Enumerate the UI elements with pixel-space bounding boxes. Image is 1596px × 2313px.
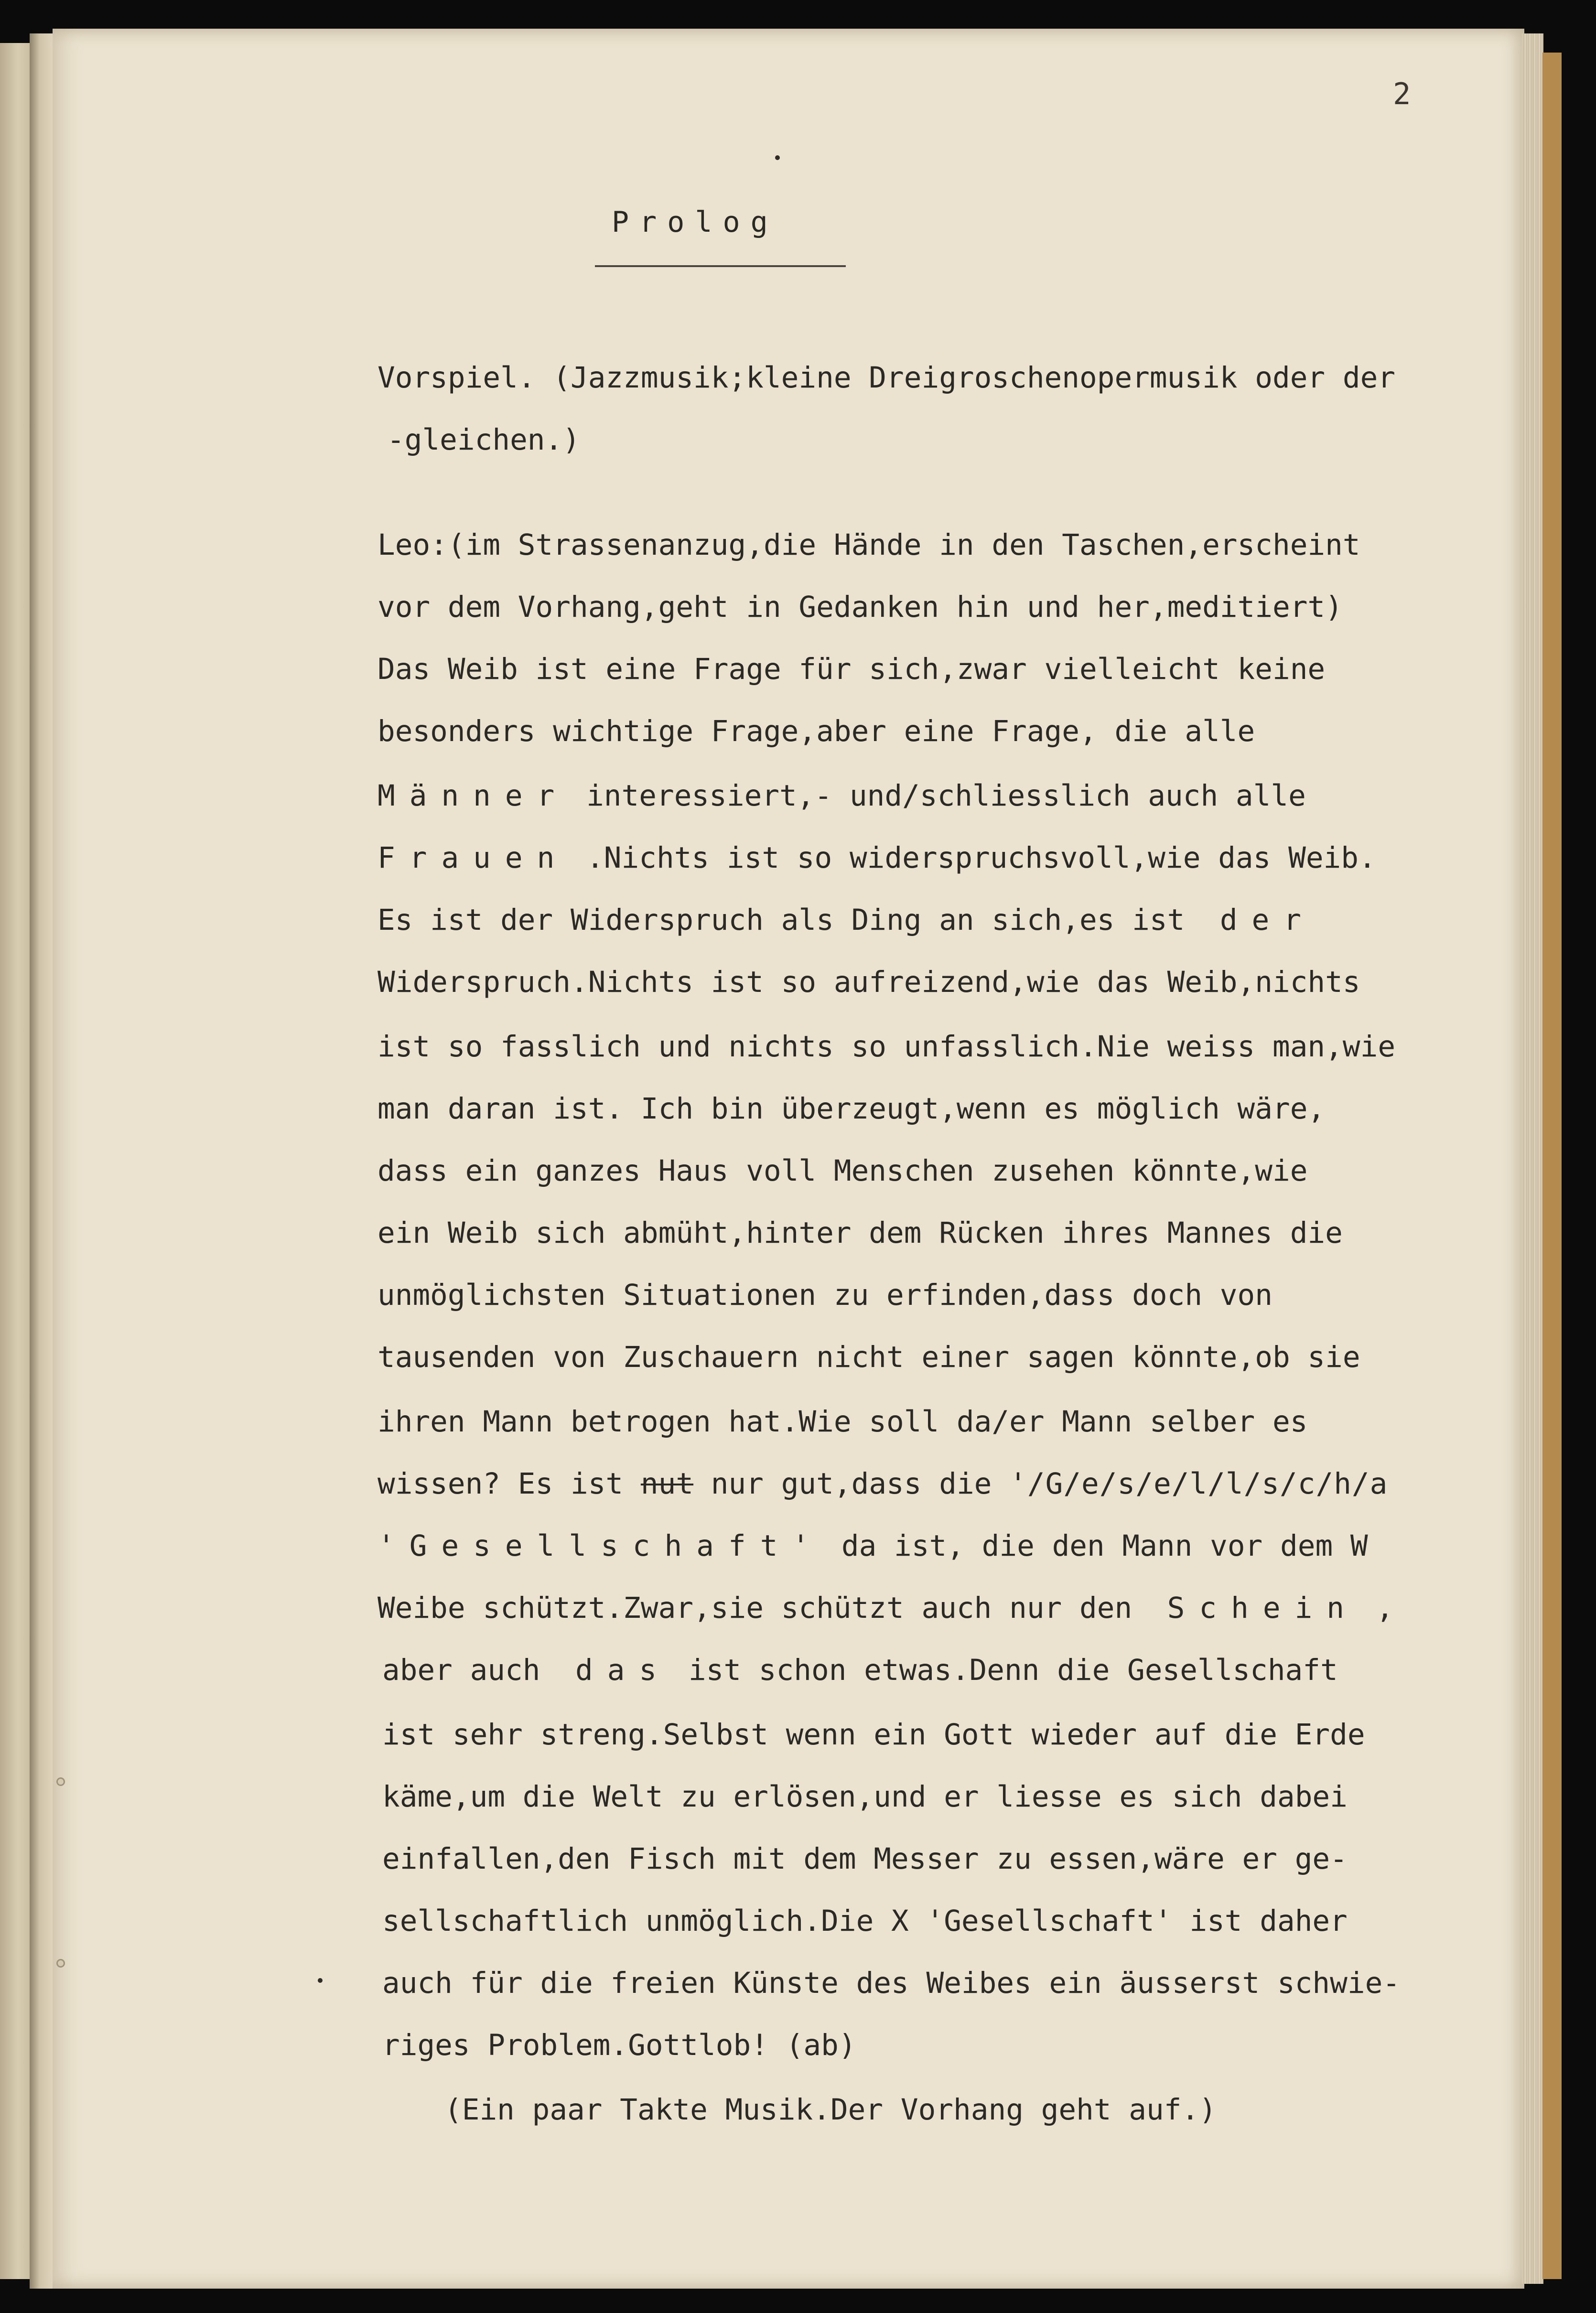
- text-segment: Leo:(im Strassenanzug,die Hände in den Taschen,erscheint: [377, 528, 1360, 562]
- text-segment: besonders wichtige Frage,aber eine Frage, die alle: [377, 714, 1255, 748]
- text-segment: vor dem Vorhang,geht in Gedanken hin und her,meditiert): [377, 590, 1343, 624]
- text-segment: ist so fasslich und nichts so unfasslich.Nie weiss man,wie: [377, 1030, 1396, 1064]
- binding-strip: [1542, 53, 1562, 2279]
- text-line: [377, 714, 1255, 748]
- text-line: [377, 1218, 1343, 1248]
- text-segment: interessiert,- und/schliesslich auch alle: [569, 779, 1306, 813]
- text-line: [377, 1529, 1368, 1563]
- text-segment: Das Weib ist eine Frage für sich,zwar vielleicht keine: [377, 652, 1326, 686]
- text-segment: da ist, die den Mann vor dem W: [824, 1529, 1368, 1563]
- text-segment: ist sehr streng.Selbst wenn ein Gott wieder auf die Erde: [382, 1718, 1365, 1752]
- text-segment: Vorspiel. (Jazzmusik;kleine Dreigroschenopermusik oder der: [377, 361, 1396, 395]
- text-spaced: das: [575, 1653, 671, 1687]
- text-segment: nur gut,dass die: [693, 1467, 1010, 1501]
- text-line: [377, 779, 1306, 813]
- text-line: [377, 1593, 1393, 1623]
- text-spaced: Männer: [377, 779, 569, 813]
- text-segment: käme,um die Welt zu erlösen,und er liesse es sich dabei: [382, 1780, 1348, 1814]
- text-line: [377, 1030, 1396, 1064]
- text-segment: einfallen,den Fisch mit dem Messer zu essen,wäre er ge-: [382, 1842, 1348, 1876]
- text-segment: ein Weib sich abmüht,hinter dem Rücken ihres Mannes die: [377, 1216, 1343, 1250]
- text-line: [377, 1092, 1326, 1126]
- binding-hole: [56, 1959, 65, 1968]
- text-line: [382, 1842, 1348, 1876]
- text-strike: nut: [640, 1467, 694, 1501]
- text-line: [377, 965, 1360, 999]
- text-segment: aber auch: [382, 1653, 575, 1687]
- text-spaced: 'Gesellschaft': [377, 1529, 824, 1563]
- text-line: [382, 2028, 856, 2062]
- text-line: [377, 1340, 1360, 1374]
- text-line: [387, 423, 580, 457]
- text-segment: -gleichen.): [387, 423, 580, 457]
- text-line: [377, 528, 1360, 562]
- text-segment: unmöglichsten Situationen zu erfinden,dass doch von: [377, 1278, 1272, 1312]
- text-line: [382, 1718, 1365, 1752]
- text-segment: (Ein paar Takte Musik.Der Vorhang geht auf.): [444, 2093, 1217, 2127]
- text-line: [377, 1405, 1308, 1439]
- ink-speck: [318, 1978, 323, 1983]
- text-line: [444, 2093, 1217, 2127]
- text-segment: Widerspruch.Nichts ist so aufreizend,wie das Weib,nichts: [377, 965, 1360, 999]
- page-stack-edge: [1522, 33, 1543, 2284]
- text-segment: wissen? Es ist: [377, 1467, 641, 1501]
- text-spaced: der: [1219, 903, 1316, 937]
- text-segment: ist schon etwas.Denn die Gesellschaft: [671, 1653, 1338, 1687]
- text-segment: ,: [1359, 1591, 1394, 1625]
- text-segment: tausenden von Zuschauern nicht einer sagen könnte,ob sie: [377, 1340, 1360, 1374]
- text-segment: man daran ist. Ich bin überzeugt,wenn es möglich wäre,: [377, 1092, 1326, 1126]
- text-line: [382, 1906, 1348, 1936]
- ink-speck: [775, 155, 780, 160]
- text-line: [377, 841, 1376, 875]
- text-segment: dass ein ganzes Haus voll Menschen zusehen könnte,wie: [377, 1154, 1308, 1188]
- text-overstrike: '/G/e/s/e/l/l/s/c/h/a: [1009, 1467, 1388, 1501]
- text-segment: auch für die freien Künste des Weibes ein äusserst schwie-: [382, 1966, 1401, 2000]
- page-title: Prolog: [612, 205, 778, 239]
- text-line: [377, 1280, 1272, 1310]
- text-segment: riges Problem.Gottlob! (ab): [382, 2028, 856, 2062]
- left-page-edge: [0, 43, 30, 2279]
- text-line: [377, 361, 1396, 395]
- text-segment: sellschaftlich unmöglich.Die X 'Gesellschaft' ist daher: [382, 1904, 1348, 1938]
- text-line: [382, 1966, 1401, 2000]
- text-segment: ihren Mann betrogen hat.Wie soll da/er Mann selber es: [377, 1405, 1308, 1439]
- title-underline: [595, 265, 846, 267]
- text-segment: .Nichts ist so widerspruchsvoll,wie das Weib.: [569, 841, 1376, 875]
- text-line: [377, 1467, 1388, 1501]
- text-segment: Weibe schützt.Zwar,sie schützt auch nur den: [377, 1591, 1167, 1625]
- binding-hole: [56, 1777, 65, 1786]
- text-spaced: Frauen: [377, 841, 569, 875]
- text-line: [377, 592, 1343, 622]
- text-segment: Es ist der Widerspruch als Ding an sich,es ist: [377, 903, 1220, 937]
- text-line: [377, 905, 1316, 935]
- page-number: 2: [1393, 76, 1411, 111]
- text-line: [382, 1653, 1338, 1687]
- text-spaced: Schein: [1167, 1591, 1359, 1625]
- text-line: [377, 1154, 1308, 1188]
- text-line: [377, 652, 1326, 686]
- text-line: [382, 1780, 1348, 1814]
